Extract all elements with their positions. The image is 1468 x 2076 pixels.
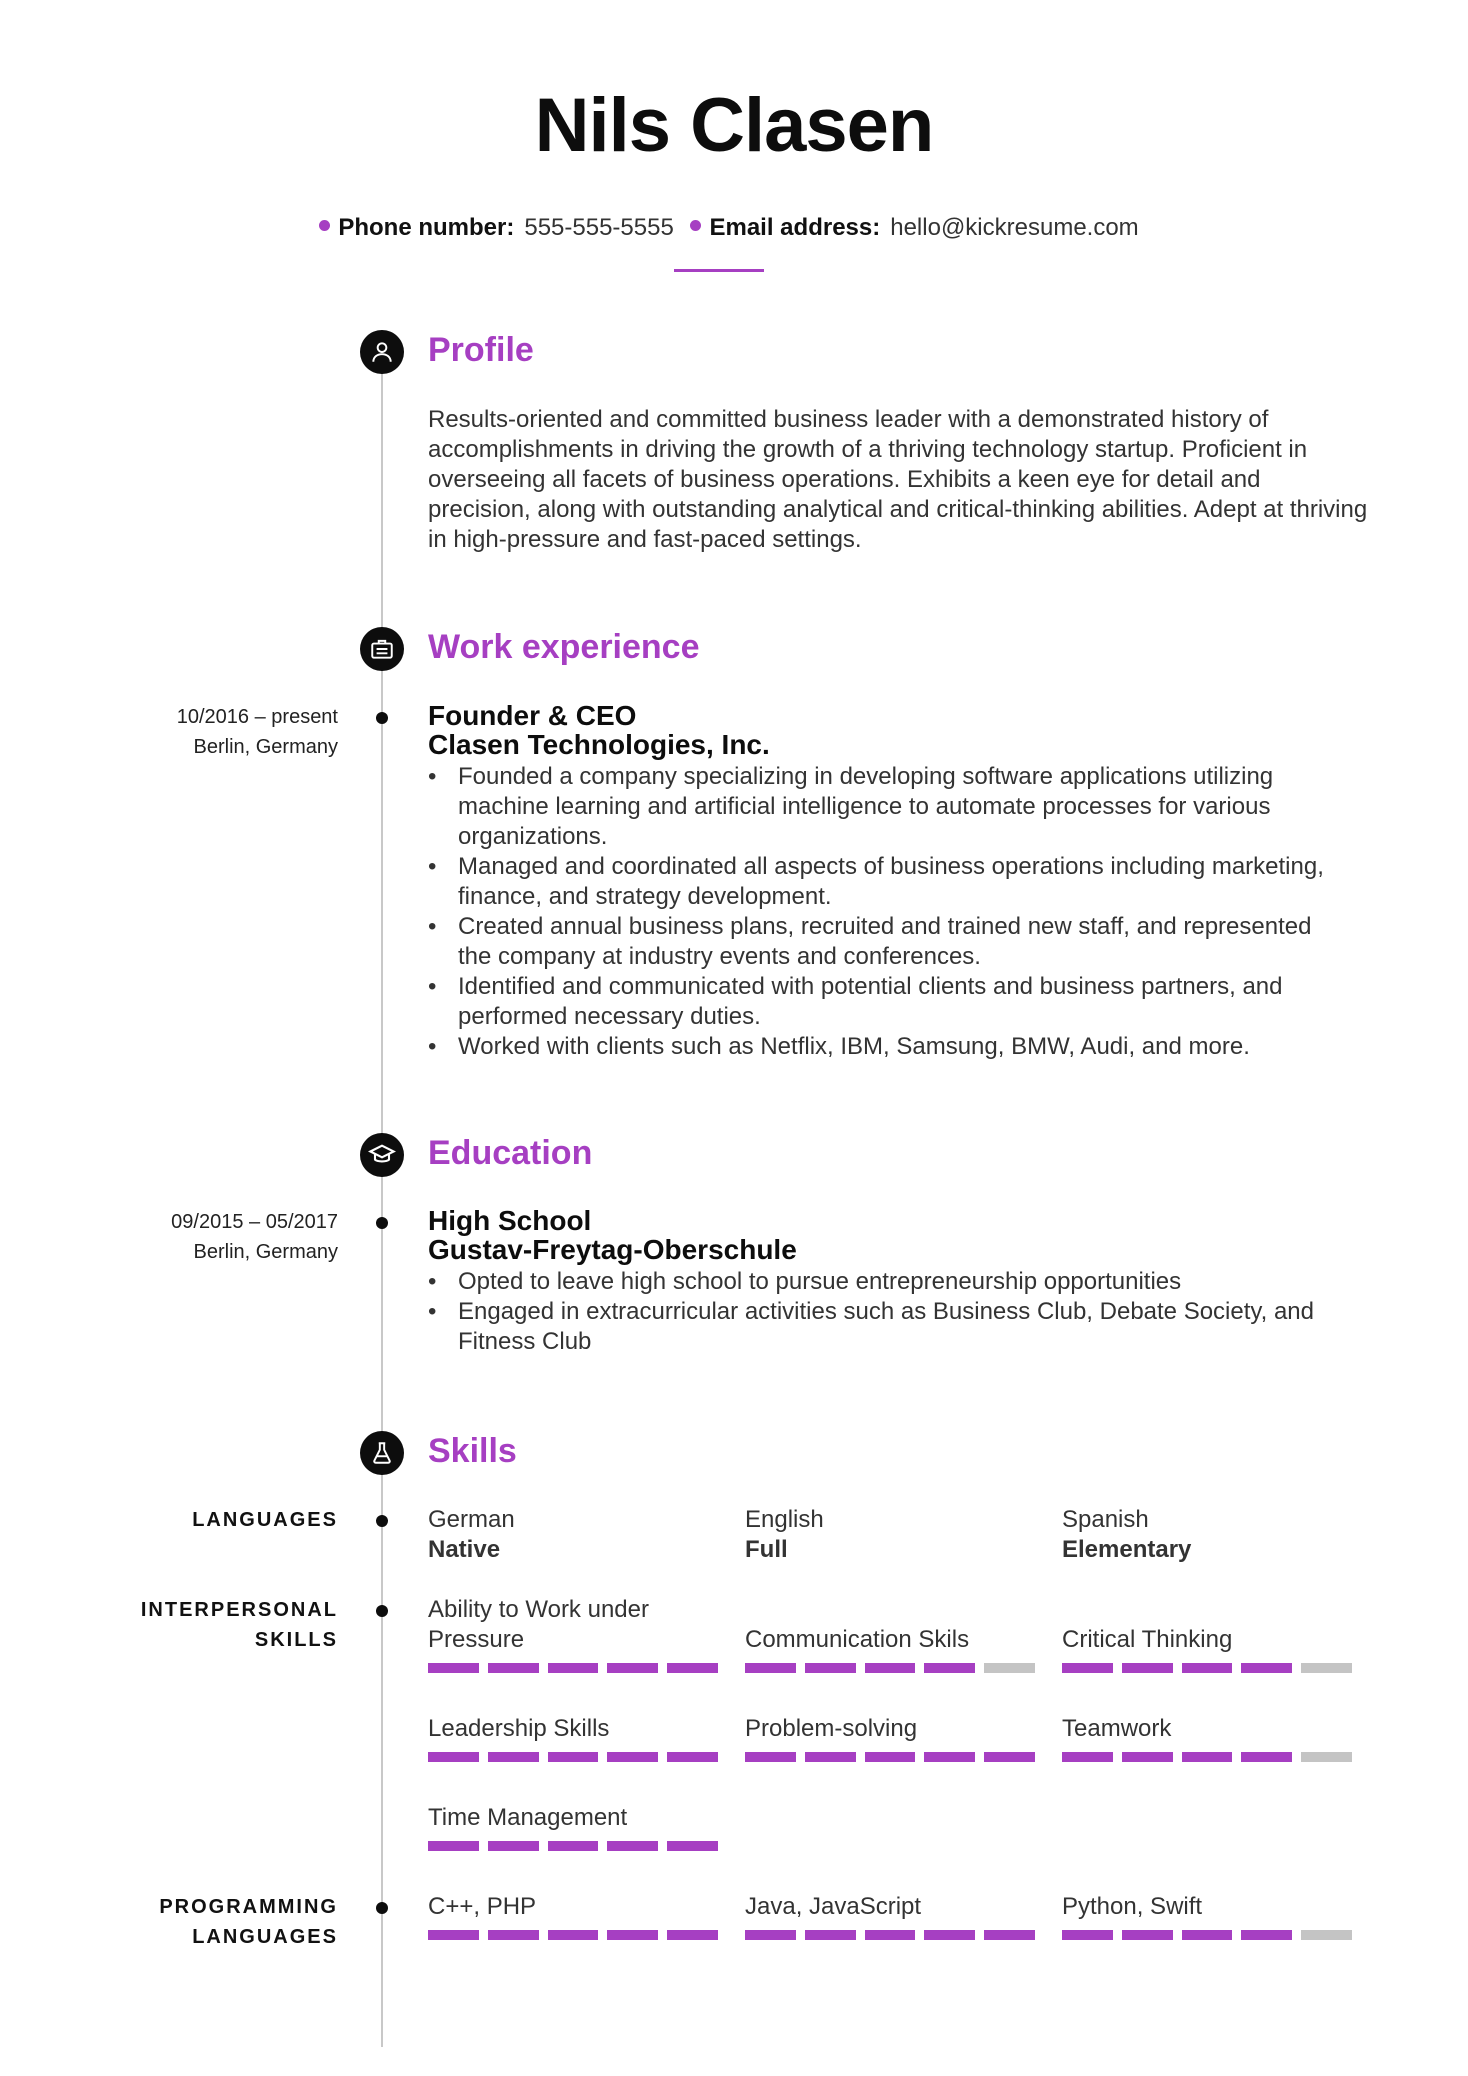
job-duties-list: [428, 762, 1328, 1062]
phone-label: Phone number:: [338, 214, 515, 241]
skill-segment-filled: [805, 1930, 856, 1940]
skill-segment-filled: [667, 1841, 718, 1851]
skill-segment-filled: [667, 1930, 718, 1940]
skill-item: [428, 1803, 718, 1851]
language-item: [745, 1505, 824, 1565]
skill-name: Ability to Work under Pressure: [428, 1596, 649, 1653]
skill-name: Critical Thinking: [1062, 1626, 1233, 1653]
language-level: Full: [745, 1536, 788, 1563]
skill-item: [745, 1714, 1035, 1762]
bullet-dot-icon: [319, 220, 330, 231]
skill-level-bar: [428, 1841, 718, 1851]
skill-item: [1062, 1714, 1352, 1762]
skill-name: Leadership Skills: [428, 1715, 610, 1742]
skill-item: [428, 1595, 718, 1673]
language-level: Elementary: [1062, 1536, 1192, 1563]
skill-segment-filled: [1182, 1930, 1233, 1940]
skill-segment-filled: [924, 1930, 975, 1940]
skill-level-bar: [745, 1752, 1035, 1762]
category-line: INTERPERSONAL: [140, 1599, 338, 1621]
skill-segment-filled: [984, 1752, 1035, 1762]
skill-category-programming: [100, 1892, 338, 1952]
skill-item: [428, 1892, 718, 1940]
skill-level-bar: [745, 1930, 1035, 1940]
skill-segment-filled: [865, 1663, 916, 1673]
skill-segment-filled: [548, 1841, 599, 1851]
skill-level-bar: [428, 1752, 718, 1762]
skill-segment-filled: [745, 1663, 796, 1673]
skill-segment-empty: [984, 1663, 1035, 1673]
skill-segment-filled: [805, 1663, 856, 1673]
education-degree: High School: [428, 1205, 592, 1236]
skill-level-bar: [745, 1663, 1035, 1673]
skill-segment-filled: [607, 1930, 658, 1940]
skill-category-interpersonal: [100, 1595, 338, 1655]
skill-segment-filled: [428, 1752, 479, 1762]
skill-segment-filled: [607, 1663, 658, 1673]
skill-segment-filled: [745, 1752, 796, 1762]
skill-segment-empty: [1301, 1663, 1352, 1673]
profile-section-title: Profile: [428, 331, 534, 369]
list-item: • Founded a company specializing in developing software applications utilizing machine learning and artificial intelligence to automate processes for various organizations.: [428, 762, 1328, 852]
graduation-cap-icon: [360, 1133, 404, 1177]
skill-segment-filled: [924, 1663, 975, 1673]
job-date: 10/2016 – present: [176, 706, 338, 728]
briefcase-icon: [360, 627, 404, 671]
list-item: • Identified and communicated with potential clients and business partners, and performed necessary duties.: [428, 972, 1328, 1032]
skill-segment-filled: [548, 1930, 599, 1940]
category-line: PROGRAMMING: [159, 1896, 338, 1918]
skill-level-bar: [1062, 1752, 1352, 1762]
education-notes-list: [428, 1267, 1328, 1357]
skill-item: [745, 1625, 1035, 1673]
contact-line: [0, 214, 1468, 242]
language-level: Native: [428, 1536, 501, 1563]
education-date: 09/2015 – 05/2017: [171, 1211, 338, 1233]
skill-segment-filled: [607, 1752, 658, 1762]
header-divider: [674, 269, 764, 272]
skill-item: [745, 1892, 1035, 1940]
skill-segment-filled: [488, 1841, 539, 1851]
language-name: Spanish: [1062, 1506, 1149, 1533]
skill-name: Teamwork: [1062, 1715, 1172, 1742]
language-item: [428, 1505, 515, 1565]
skill-segment-filled: [548, 1752, 599, 1762]
work-section-title: Work experience: [428, 628, 700, 666]
skill-name: Python, Swift: [1062, 1893, 1203, 1920]
skill-segment-filled: [984, 1930, 1035, 1940]
bullet-dot-icon: [690, 220, 701, 231]
job-title: Founder & CEO: [428, 700, 637, 731]
timeline-dot: [376, 1217, 388, 1229]
skills-section-title: Skills: [428, 1432, 517, 1470]
skill-segment-filled: [1122, 1752, 1173, 1762]
timeline-dot: [376, 712, 388, 724]
list-item: • Managed and coordinated all aspects of business operations including marketing, finance, and strategy development.: [428, 852, 1328, 912]
skill-segment-filled: [428, 1841, 479, 1851]
skill-name: Communication Skils: [745, 1626, 970, 1653]
skill-segment-empty: [1301, 1752, 1352, 1762]
list-item: • Engaged in extracurricular activities such as Business Club, Debate Society, and Fitness Club: [428, 1297, 1328, 1357]
skill-level-bar: [428, 1930, 718, 1940]
skill-name: Time Management: [428, 1804, 628, 1831]
skill-segment-filled: [1241, 1663, 1292, 1673]
skill-level-bar: [1062, 1663, 1352, 1673]
skill-segment-filled: [428, 1663, 479, 1673]
skill-segment-filled: [428, 1930, 479, 1940]
category-line: LANGUAGES: [192, 1926, 338, 1948]
skill-segment-filled: [1062, 1752, 1113, 1762]
list-item: • Created annual business plans, recruited and trained new staff, and represented the company at industry events and conferences.: [428, 912, 1328, 972]
skill-segment-filled: [745, 1930, 796, 1940]
candidate-name: Nils Clasen: [534, 83, 934, 168]
skill-name: Java, JavaScript: [745, 1893, 922, 1920]
skill-segment-filled: [488, 1663, 539, 1673]
list-item: • Worked with clients such as Netflix, IBM, Samsung, BMW, Audi, and more.: [428, 1032, 1328, 1062]
skill-item: [428, 1714, 718, 1762]
skill-segment-filled: [865, 1752, 916, 1762]
skill-level-bar: [1062, 1930, 1352, 1940]
profile-summary: Results-oriented and committed business leader with a demonstrated history of accomplishments in driving the growth of a thriving technology startup. Proficient in overseeing all facets of business operations. Exhibits a keen eye for detail and precision, along with outstanding analytical and critical-thinking abilities. Adept at thriving in high-pressure and fast-paced settings.: [428, 406, 1368, 553]
email-label: Email address:: [709, 214, 881, 241]
skill-level-bar: [428, 1663, 718, 1673]
skill-segment-filled: [488, 1752, 539, 1762]
education-location: Berlin, Germany: [193, 1241, 338, 1263]
skill-segment-filled: [607, 1841, 658, 1851]
language-name: English: [745, 1506, 824, 1533]
skill-segment-filled: [488, 1930, 539, 1940]
timeline-dot: [376, 1605, 388, 1617]
language-item: [1062, 1505, 1191, 1565]
email-value: hello@kickresume.com: [890, 214, 1139, 241]
skill-segment-filled: [667, 1752, 718, 1762]
skill-segment-filled: [548, 1663, 599, 1673]
person-icon: [360, 330, 404, 374]
skill-segment-filled: [1182, 1663, 1233, 1673]
skill-segment-filled: [1062, 1663, 1113, 1673]
skill-segment-filled: [924, 1752, 975, 1762]
skill-segment-filled: [1241, 1930, 1292, 1940]
list-item: • Opted to leave high school to pursue entrepreneurship opportunities: [428, 1267, 1328, 1297]
skill-item: [1062, 1892, 1352, 1940]
job-location: Berlin, Germany: [193, 736, 338, 758]
skill-segment-filled: [1182, 1752, 1233, 1762]
skill-name: Problem-solving: [745, 1715, 918, 1742]
education-section-title: Education: [428, 1134, 593, 1172]
education-school: Gustav-Freytag-Oberschule: [428, 1234, 797, 1265]
skill-item: [1062, 1625, 1352, 1673]
timeline-dot: [376, 1902, 388, 1914]
timeline-dot: [376, 1515, 388, 1527]
skill-category-languages: LANGUAGES: [192, 1509, 338, 1531]
skill-segment-filled: [1062, 1930, 1113, 1940]
skill-segment-filled: [1122, 1663, 1173, 1673]
skill-segment-filled: [865, 1930, 916, 1940]
phone-value: 555-555-5555: [524, 214, 674, 241]
skill-segment-filled: [1241, 1752, 1292, 1762]
skill-segment-filled: [667, 1663, 718, 1673]
timeline-line: [381, 352, 383, 2047]
skill-segment-empty: [1301, 1930, 1352, 1940]
skill-segment-filled: [805, 1752, 856, 1762]
language-name: German: [428, 1506, 515, 1533]
skill-name: C++, PHP: [428, 1893, 537, 1920]
job-company: Clasen Technologies, Inc.: [428, 729, 770, 760]
category-line: SKILLS: [254, 1629, 338, 1651]
flask-icon: [360, 1431, 404, 1475]
skill-segment-filled: [1122, 1930, 1173, 1940]
